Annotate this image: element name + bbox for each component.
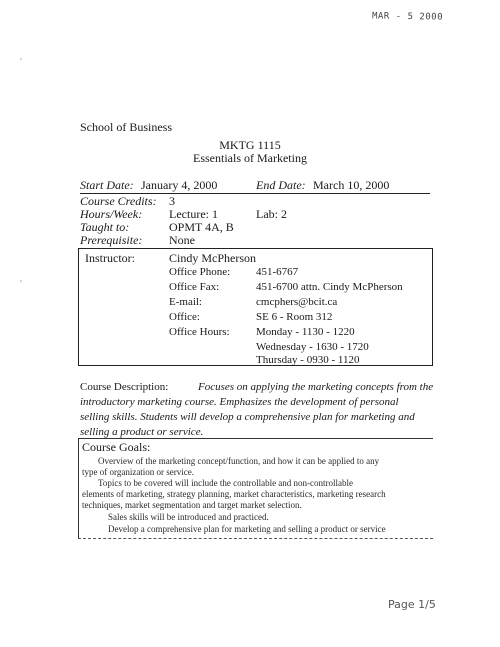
instructor-row-label: Office Phone: [169,266,231,278]
instructor-row-value: SE 6 - Room 312 [256,311,333,323]
description-line: introductory marketing course. Emphasizes the development of personal [80,396,399,408]
detail-label: Course Credits: [80,194,157,208]
page-number: Page 1/5 [388,598,436,611]
detail-label: Hours/Week: [80,207,143,221]
description-label: Course Description: [80,381,169,393]
goal-line: Sales skills will be introduced and practiced. [108,512,269,522]
instructor-email: cmcphers@bcit.ca [256,296,338,308]
goal-line: Develop a comprehensive plan for marketing and selling a product or service [108,524,386,534]
goal-line: Topics to be covered will include the controllable and non-controllable [98,478,354,488]
goals-heading: Course Goals: [82,440,151,454]
end-date-value: March 10, 2000 [313,178,390,192]
detail-extra: Lab: 2 [256,207,287,221]
instructor-row-value: Monday - 1130 - 1220 [256,326,355,338]
goal-line: elements of marketing, strategy planning, market characteristics, marketing research [82,489,386,499]
office-hours-line: Thursday - 0930 - 1120 [256,354,360,366]
school-name: School of Business [80,120,173,134]
detail-label: Prerequisite: [80,233,143,247]
detail-value: Lecture: 1 [169,207,218,221]
instructor-row-value: 451-6700 attn. Cindy McPherson [256,281,403,293]
detail-value: 3 [169,194,175,208]
instructor-row-label: Office Fax: [169,281,220,293]
instructor-row-label: E-mail: [169,296,202,308]
office-hours-line: Wednesday - 1630 - 1720 [256,341,369,353]
description-line: selling skills. Students will develop a comprehensive plan for marketing and [80,411,415,423]
description-line: selling a product or service. [80,426,204,438]
end-date-label: End Date: [256,178,306,192]
instructor-row-value: 451-6767 [256,266,299,278]
start-date-label: Start Date: [80,178,134,192]
goal-line: type of organization or service. [82,467,195,477]
received-date-stamp: MAR - 5 2000 [371,11,444,23]
start-date-value: January 4, 2000 [141,178,218,192]
instructor-row-label: Office: [169,311,200,323]
detail-value: OPMT 4A, B [169,220,234,234]
description-line: Focuses on applying the marketing concepts from the [198,381,434,393]
course-title: Essentials of Marketing [193,151,307,165]
goal-line: Overview of the marketing concept/function, and how it can be applied to any [98,456,380,466]
goal-line: techniques, market segmentation and target market selection. [82,500,302,510]
margin-mark: ' [20,278,22,290]
detail-label: Taught to: [80,220,130,234]
instructor-row-label: Office Hours: [169,326,230,338]
margin-mark: ' [20,56,22,68]
detail-value: None [169,233,195,247]
course-code: MKTG 1115 [219,138,281,152]
instructor-label: Instructor: [85,251,135,265]
instructor-name: Cindy McPherson [169,251,256,265]
